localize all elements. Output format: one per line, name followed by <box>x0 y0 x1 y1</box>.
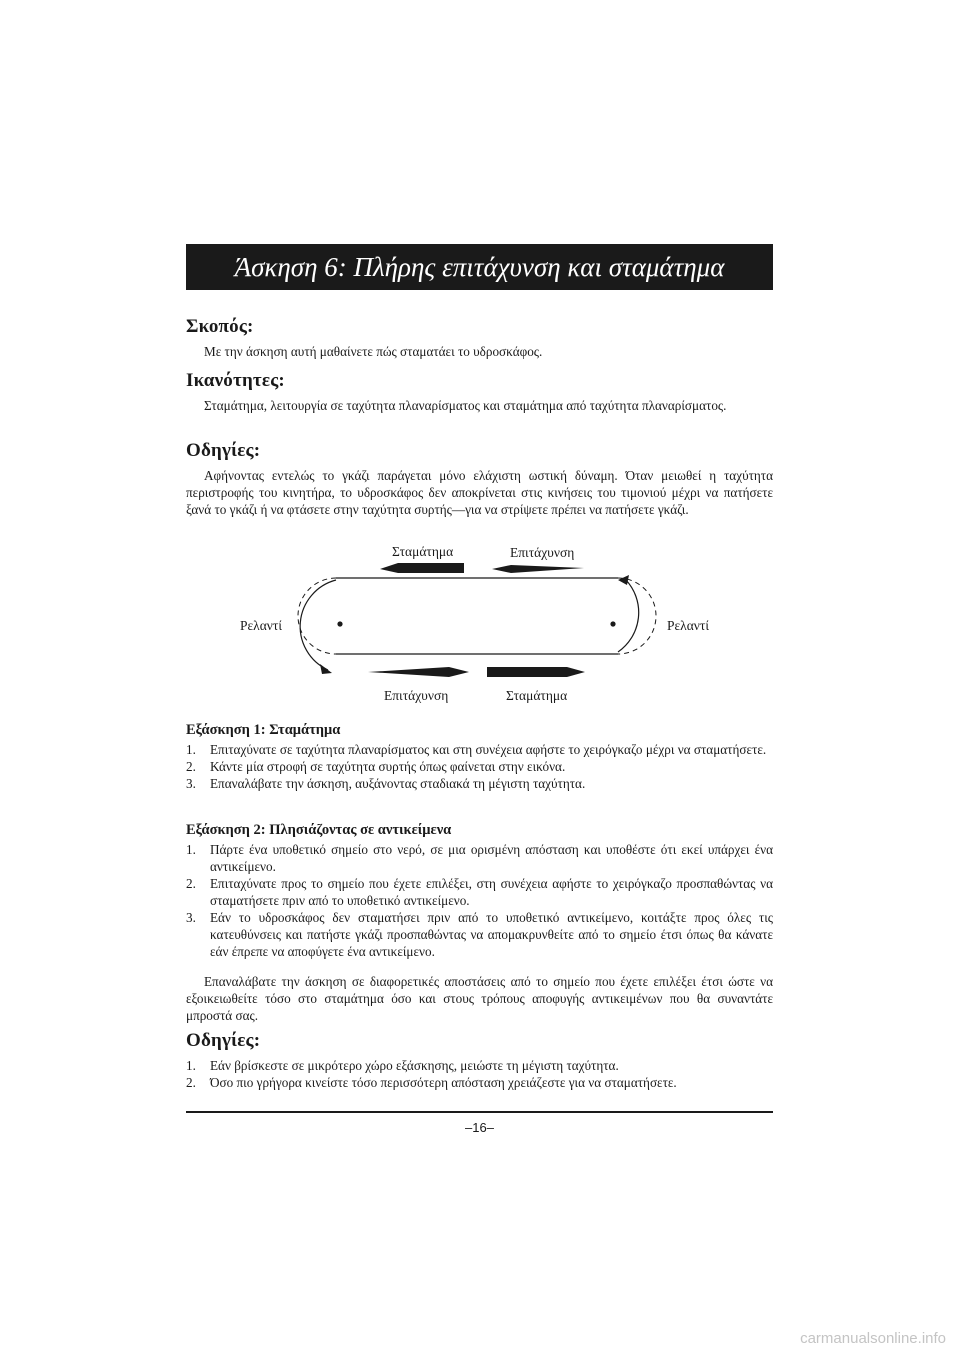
page-title: Άσκηση 6: Πλήρης επιτάχυνση και σταμάτημα <box>186 244 773 290</box>
course-diagram <box>186 536 773 708</box>
list-item-text: Όσο πιο γρήγορα κινείστε τόσο περισσότερη απόσταση χρειάζεστε για να σταματήσετε. <box>210 1075 677 1090</box>
right-turn-arrow <box>618 580 639 652</box>
notes-list <box>186 1057 773 1091</box>
list-item-number: 3. <box>186 776 196 791</box>
list-item-text: Πάρτε ένα υποθετικό σημείο στο νερό, σε μια ορισμένη απόσταση και υποθέστε ότι εκεί υπάρχει ένα αντικείμενο. <box>210 842 773 874</box>
right-turn-arrowhead <box>618 575 629 585</box>
purpose-heading: Σκοπός: <box>186 316 254 337</box>
label-top-accel: Επιτάχυνση <box>510 545 575 560</box>
list-item <box>186 741 773 758</box>
list-item <box>186 1057 773 1074</box>
label-right-idle: Ρελαντί <box>667 618 709 633</box>
exercise2-paragraph: Επαναλάβατε την άσκηση σε διαφορετικές αποστάσεις από το σημείο που έχετε επιλέξει έτσι ώστε να εξοικειωθείτε τόσο στο σταμάτημα όσο και στους τρόπους αποφυγής αντικειμένων που θα συναντάτε μπροστά σας. <box>186 974 773 1023</box>
skills-heading: Ικανότητες: <box>186 370 285 391</box>
label-bottom-stop: Σταμάτημα <box>506 688 568 703</box>
exercise2-heading: Εξάσκηση 2: Πλησιάζοντας σε αντικείμενα <box>186 822 452 838</box>
left-buoy-dot <box>337 621 342 626</box>
top-stop-arrow <box>380 563 464 573</box>
exercise2-section <box>186 822 773 1024</box>
skills-text: Σταμάτημα, λειτουργία σε ταχύτητα πλαναρίσματος και σταμάτημα από ταχύτητα πλαναρίσματος. <box>204 398 727 413</box>
right-buoy-dot <box>610 621 615 626</box>
exercise2-list <box>186 841 773 960</box>
label-top-stop: Σταμάτημα <box>392 544 454 559</box>
exercise1-heading: Εξάσκηση 1: Σταμάτημα <box>186 722 341 738</box>
right-turn-guide <box>618 578 656 654</box>
instructions-section <box>186 440 773 518</box>
purpose-text: Με την άσκηση αυτή μαθαίνετε πώς σταματάει το υδροσκάφος. <box>204 344 543 359</box>
list-item-text: Επαναλάβατε την άσκηση, αυξάνοντας σταδιακά τη μέγιστη ταχύτητα. <box>210 776 586 791</box>
list-item-text: Εάν το υδροσκάφος δεν σταματήσει πριν από το υποθετικό αντικείμενο, κοιτάξτε προς όλες τις κατευθύνσεις και πατήστε γκάζι προσπαθώντας να απομακρυνθείτε από το σημείο έτσι όπως θα κάνατε εάν έπρεπε να αποφύγετε ένα αντικείμενο. <box>210 910 773 959</box>
bottom-accel-arrow <box>368 667 469 677</box>
exercise1-list <box>186 741 773 792</box>
left-turn-arrow <box>300 580 336 670</box>
list-item <box>186 1074 773 1091</box>
list-item-text: Κάντε μία στροφή σε ταχύτητα συρτής όπως φαίνεται στην εικόνα. <box>210 759 566 774</box>
page-number: –16– <box>465 1120 494 1135</box>
list-item-text: Εάν βρίσκεστε σε μικρότερο χώρο εξάσκησης, μειώστε τη μέγιστη ταχύτητα. <box>210 1058 619 1073</box>
top-accel-arrow <box>492 565 584 573</box>
list-item <box>186 841 773 875</box>
bottom-stop-arrow <box>487 667 585 677</box>
list-item <box>186 875 773 909</box>
list-item-number: 2. <box>186 759 196 774</box>
skills-section <box>186 370 773 414</box>
list-item-number: 3. <box>186 910 196 925</box>
exercise1-section <box>186 722 773 792</box>
notes-section <box>186 1030 773 1091</box>
list-item-number: 2. <box>186 1075 196 1090</box>
left-turn-arrowhead <box>320 664 332 674</box>
list-item-number: 1. <box>186 742 196 757</box>
instructions-text: Αφήνοντας εντελώς το γκάζι παράγεται μόνο ελάχιστη ωστική δύναμη. Όταν μειωθεί η ταχύτητα περιστροφής του κινητήρα, το υδροσκάφος δεν αποκρίνεται στις κινήσεις του τιμονιού μέχρι να πατήσετε ξανά το γκάζι ή να φτάσετε στην ταχύτητα συρτής—για να στρίψετε πρέπει να πατήσετε γκάζι. <box>186 468 773 517</box>
list-item <box>186 775 773 792</box>
label-bottom-accel: Επιτάχυνση <box>384 688 449 703</box>
instructions-heading: Οδηγίες: <box>186 440 261 461</box>
footer-divider <box>186 1111 773 1113</box>
list-item <box>186 909 773 960</box>
notes-heading: Οδηγίες: <box>186 1030 261 1051</box>
purpose-section <box>186 316 773 360</box>
list-item <box>186 758 773 775</box>
list-item-number: 1. <box>186 1058 196 1073</box>
list-item-number: 2. <box>186 876 196 891</box>
list-item-text: Επιταχύνατε προς το σημείο που έχετε επιλέξει, στη συνέχεια αφήστε το χειρόγκαζο προσπαθώντας να σταματήσετε πριν από το υποθετικό αντικείμενο. <box>210 876 773 908</box>
watermark: carmanualsonline.info <box>800 1330 946 1347</box>
label-left-idle: Ρελαντί <box>240 618 282 633</box>
list-item-text: Επιταχύνατε σε ταχύτητα πλαναρίσματος και στη συνέχεια αφήστε το χειρόγκαζο μέχρι να σταματήσετε. <box>210 742 767 757</box>
list-item-number: 1. <box>186 842 196 857</box>
